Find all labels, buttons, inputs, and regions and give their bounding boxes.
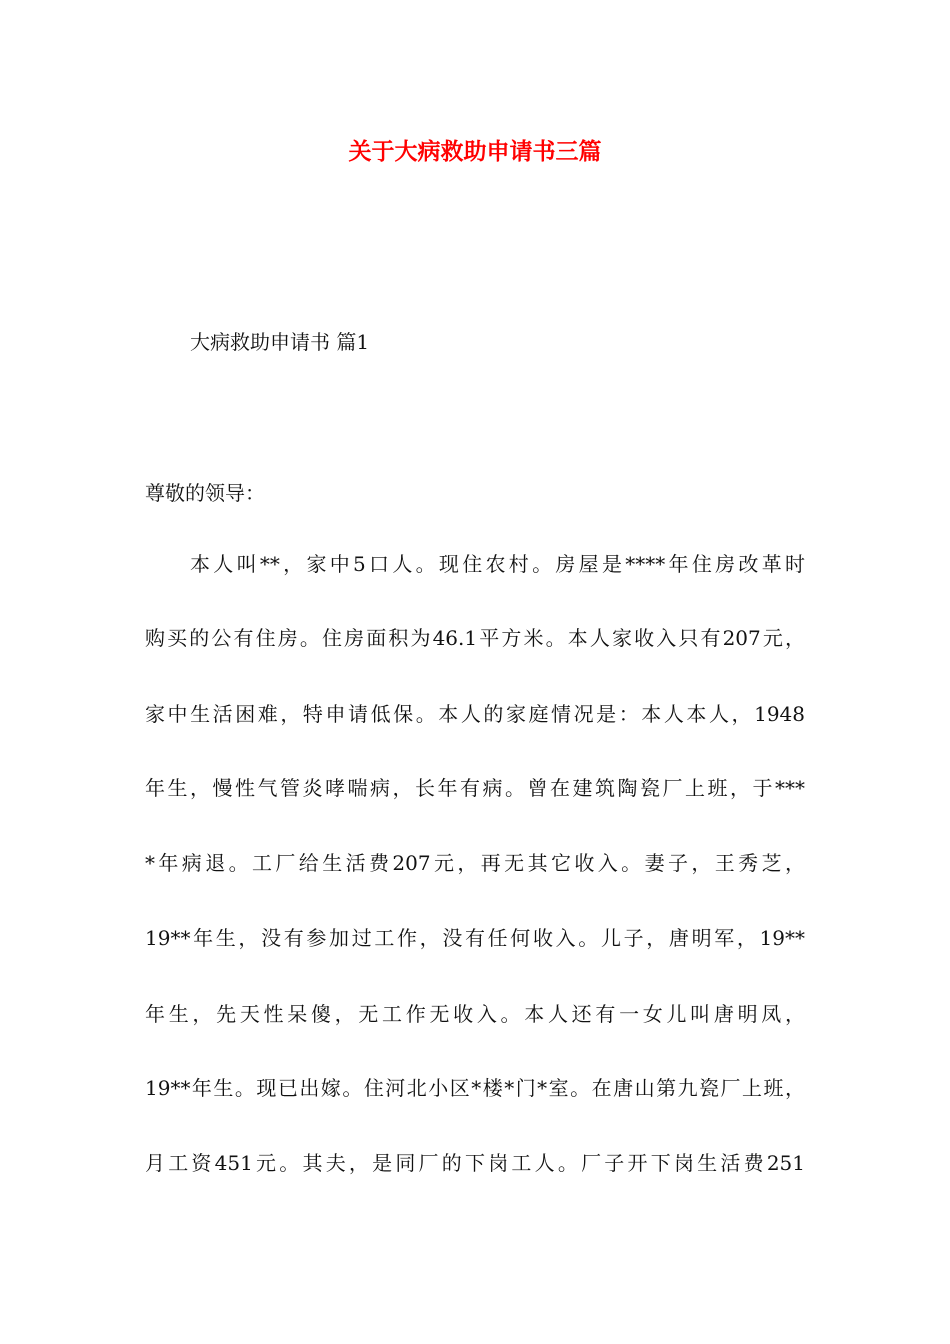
salutation: 尊敬的领导： [145,481,265,505]
body-line: 19**年生。现已出嫁。住河北小区*楼*门*室。在唐山第九瓷厂上班， [145,1076,805,1100]
body-line: 年生，先天性呆傻，无工作无收入。本人还有一女儿叫唐明凤， [145,1002,805,1026]
body-line: 本人叫**，家中5口人。现住农村。房屋是****年住房改革时 [190,552,805,576]
body-line: 月工资451元。其夫，是同厂的下岗工人。厂子开下岗生活费251 [145,1151,805,1175]
body-line: 19**年生，没有参加过工作，没有任何收入。儿子，唐明军，19** [145,926,805,950]
body-line: 购买的公有住房。住房面积为46.1平方米。本人家收入只有207元， [145,626,805,650]
body-line: 家中生活困难，特申请低保。本人的家庭情况是：本人本人，1948 [145,702,805,726]
section-heading: 大病救助申请书 篇1 [190,330,370,354]
body-line: 年生，慢性气管炎哮喘病，长年有病。曾在建筑陶瓷厂上班，于*** [145,776,805,800]
document-title: 关于大病救助申请书三篇 [348,139,602,165]
body-line: *年病退。工厂给生活费207元，再无其它收入。妻子，王秀芝， [145,851,805,875]
